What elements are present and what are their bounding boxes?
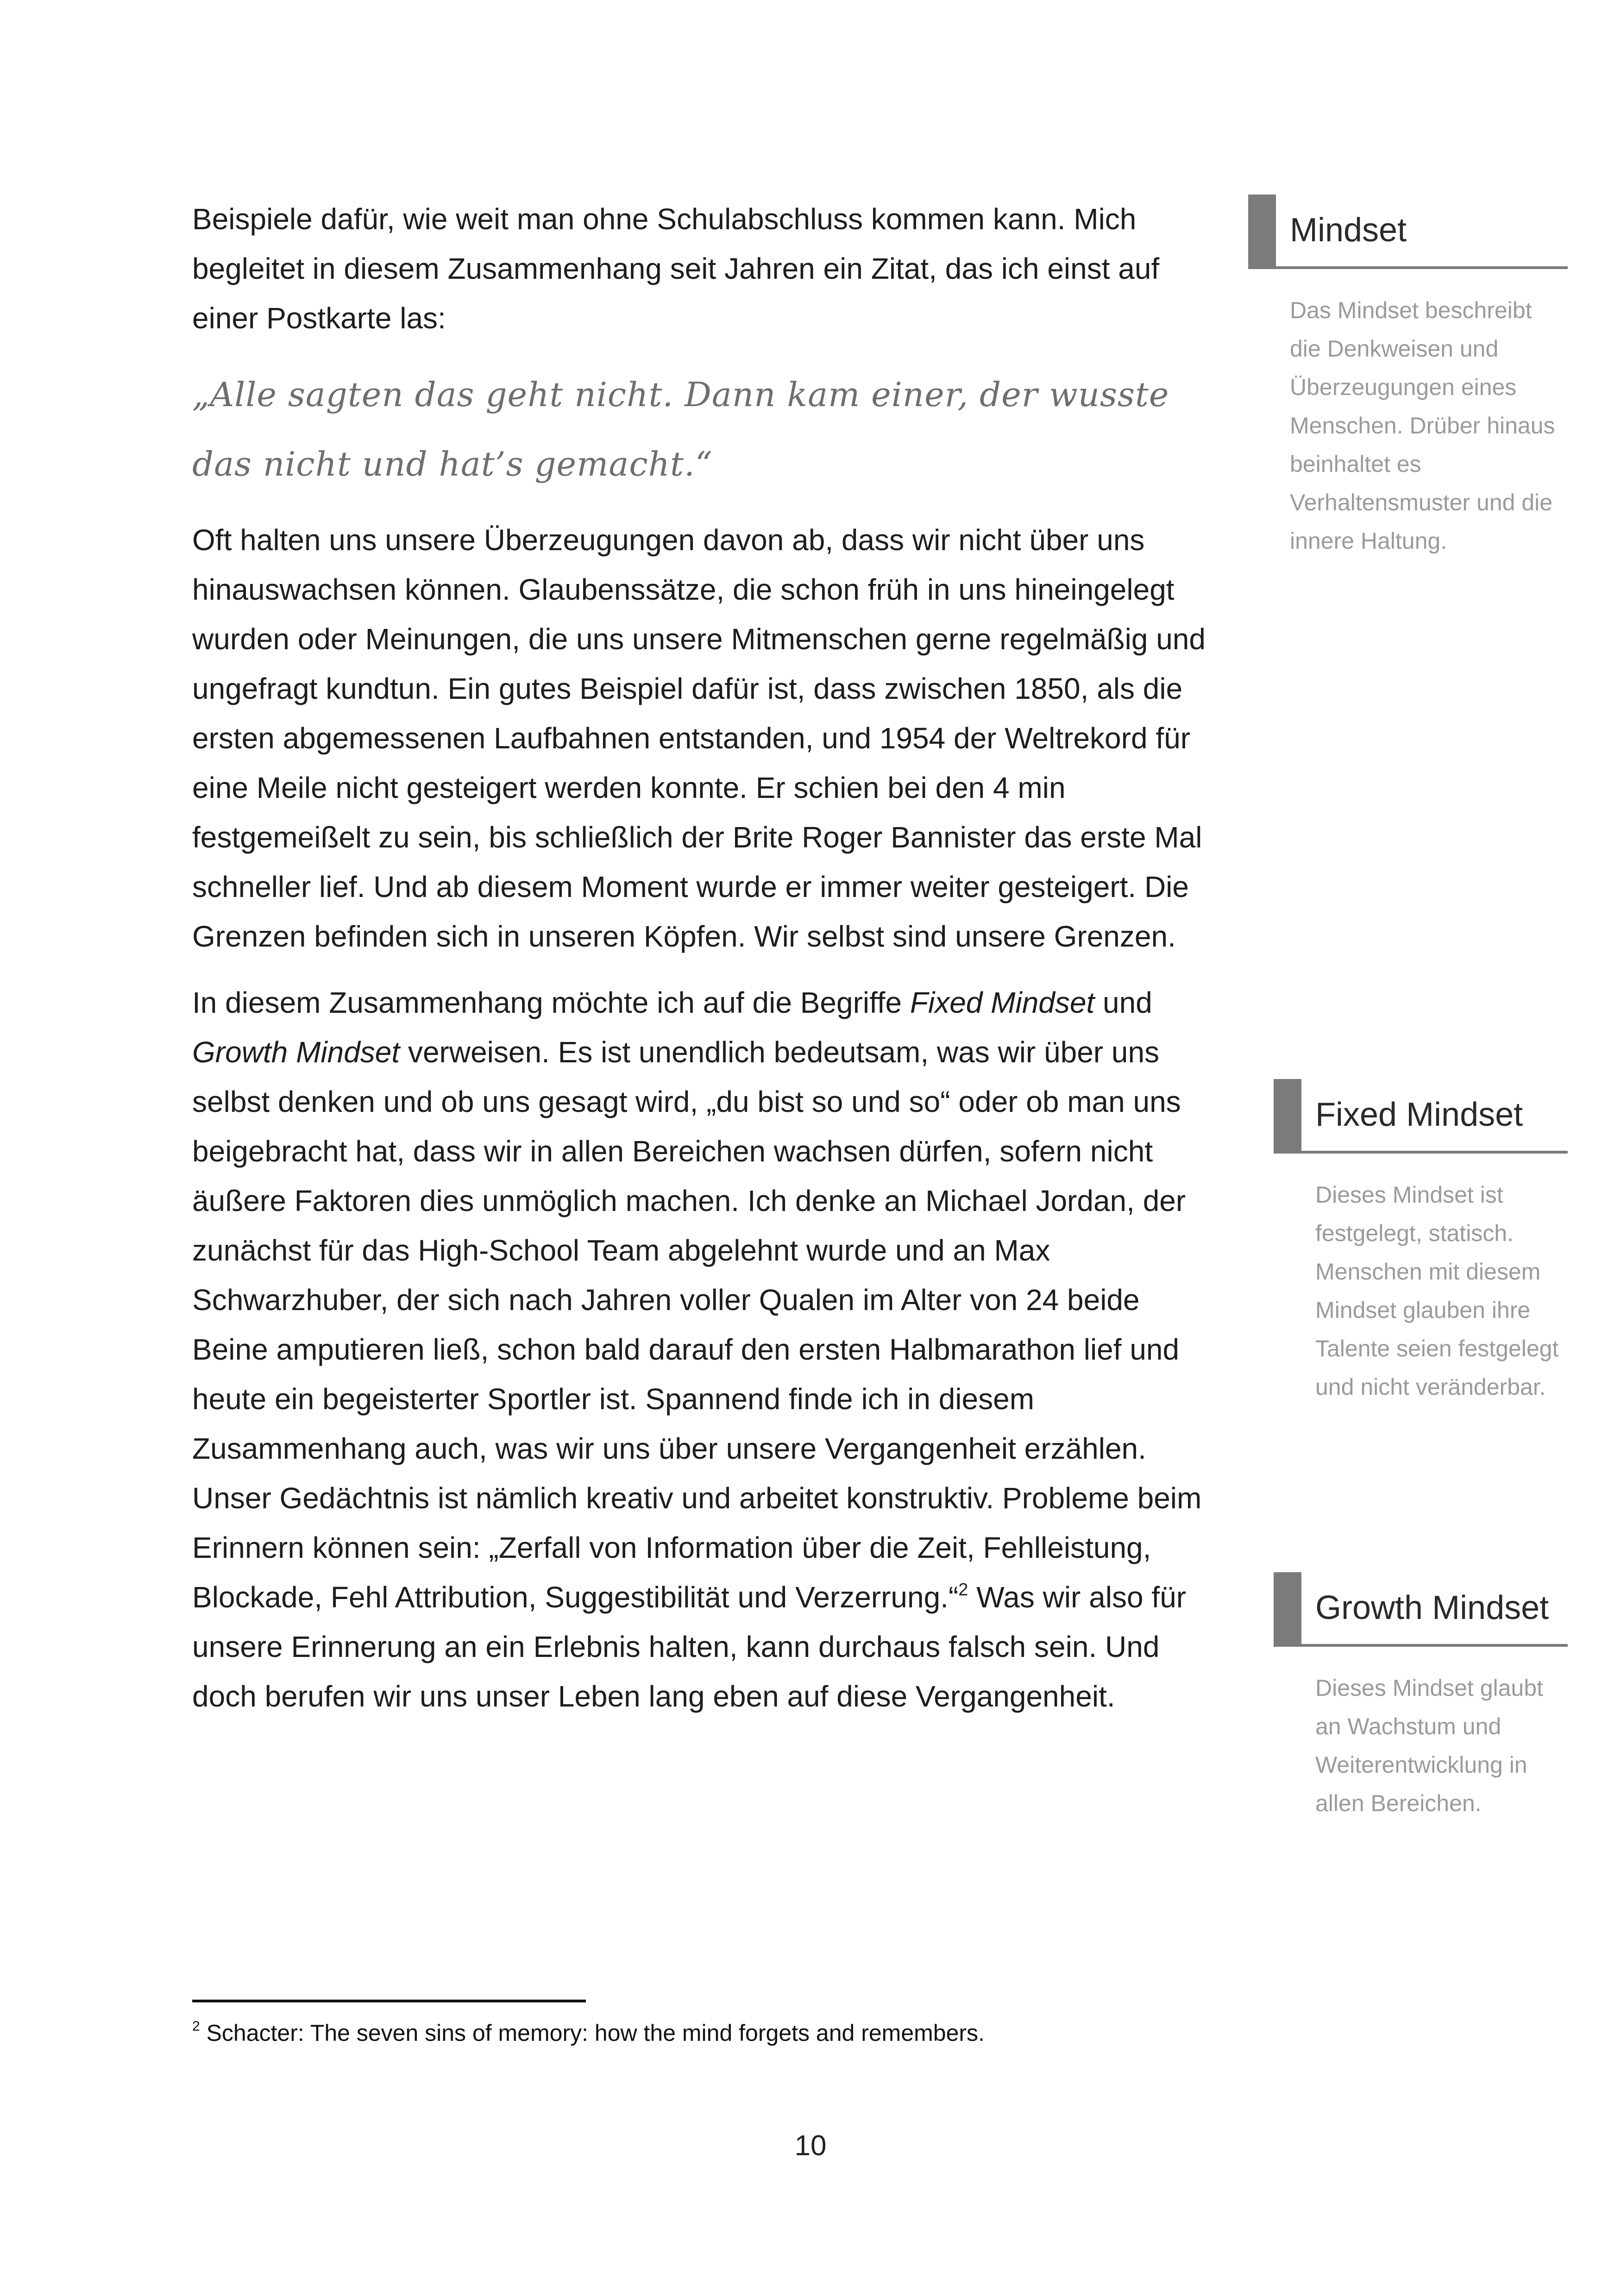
term-growth-mindset: Growth Mindset (192, 1035, 400, 1069)
paragraph-mindsets-text-2: und (1094, 986, 1152, 1019)
footnote-number: 2 (192, 2019, 200, 2034)
sidebar-box-title: Mindset (1290, 212, 1407, 249)
sidebar-accent-bar (1248, 194, 1276, 266)
sidebar-box-header (1248, 194, 1568, 269)
sidebar-box-body: Dieses Mindset glaubt an Wachstum und Weiterentwicklung in allen Bereichen. (1315, 1675, 1543, 1816)
paragraph-mindsets (192, 978, 1218, 1721)
paragraph-mindsets-text-3: verweisen. Es ist unendlich bedeutsam, was wir über uns selbst denken und ob uns gesagt wird, „du bist so und so“ oder ob man uns beigebracht hat, dass wir in allen Bereichen wachsen dürfen, sofern nicht äußere Faktoren dies unmöglich machen. Ich denke an Michael Jordan, der zunächst für das High-School Team abgelehnt wurde und an Max Schwarzhuber, der sich nach Jahren voller Qualen im Alter von 24 beide Beine amputieren ließ, schon bald darauf den ersten Halbmarathon lief und heute ein begeisterter Sportler ist. Spannend finde ich in diesem Zusammenhang auch, was wir uns über unsere Vergangenheit erzählen. Unser Gedächtnis ist nämlich kreativ und arbeitet konstruktiv. Probleme beim Erinnern können sein: „Zerfall von Information über die Zeit, Fehlleistung, Blockade, Fehl Attribution, Suggestibilität und Verzerrung.“ (192, 1035, 1202, 1614)
sidebar-accent-bar (1274, 1079, 1301, 1151)
footnote-separator (192, 2000, 586, 2002)
paragraph-mindsets-text-1: In diesem Zusammenhang möchte ich auf die Begriffe (192, 986, 910, 1019)
sidebar-box-title: Fixed Mindset (1315, 1096, 1523, 1133)
sidebar-box-header (1274, 1572, 1568, 1647)
footnote-text: Schacter: The seven sins of memory: how the mind forgets and remembers. (200, 2020, 985, 2046)
main-text-column (192, 194, 1218, 1738)
sidebar-accent-bar (1274, 1572, 1301, 1644)
sidebar-box-header (1274, 1079, 1568, 1154)
sidebar-box-fixed-mindset (1274, 1079, 1568, 1406)
paragraph-beliefs: Oft halten uns unsere Überzeugungen davon ab, dass wir nicht über uns hinauswachsen können. Glaubenssätze, die schon früh in uns hineingelegt wurden oder Meinungen, die uns unsere Mitmenschen gerne regelmäßig und ungefragt kundtun. Ein gutes Beispiel dafür ist, dass zwischen 1850, als die ersten abgemessenen Laufbahnen entstanden, und 1954 der Weltrekord für eine Meile nicht gesteigert werden konnte. Er schien bei den 4 min festgemeißelt zu sein, bis schließlich der Brite Roger Bannister das erste Mal schneller lief. Und ab diesem Moment wurde er immer weiter gesteigert. Die Grenzen befinden sich in unseren Köpfen. Wir selbst sind unsere Grenzen. (192, 523, 1206, 953)
sidebar-box-growth-mindset (1274, 1572, 1568, 1823)
term-fixed-mindset: Fixed Mindset (910, 986, 1095, 1019)
sidebar-box-body: Dieses Mindset ist festgelegt, statisch. Menschen mit diesem Mindset glauben ihre Talente seien festgelegt und nicht veränderbar. (1315, 1182, 1559, 1400)
paragraph-intro: Beispiele dafür, wie weit man ohne Schulabschluss kommen kann. Mich begleitet in diesem Zusammenhang seit Jahren ein Zitat, das ich einst auf einer Postkarte las: (192, 202, 1160, 335)
page-number: 10 (794, 2130, 827, 2162)
footnote-reference[interactable]: 2 (958, 1580, 968, 1600)
paragraph-mindsets-text-4: Was wir also für unsere Erinnerung an ein Erlebnis halten, kann durchaus falsch sein. Und doch berufen wir uns unser Leben lang eben auf diese Vergangenheit. (192, 1581, 1187, 1713)
footnote (192, 2014, 985, 2051)
sidebar-box-mindset (1248, 194, 1568, 560)
sidebar-box-title: Growth Mindset (1315, 1589, 1549, 1626)
sidebar-box-body: Das Mindset beschreibt die Denkweisen und Überzeugungen eines Menschen. Drüber hinaus beinhaltet es Verhaltensmuster und die innere Haltung. (1290, 297, 1555, 554)
postcard-quote: „Alle sagten das geht nicht. Dann kam einer, der wusste das nicht und hat’s gemacht.“ (192, 375, 1169, 483)
